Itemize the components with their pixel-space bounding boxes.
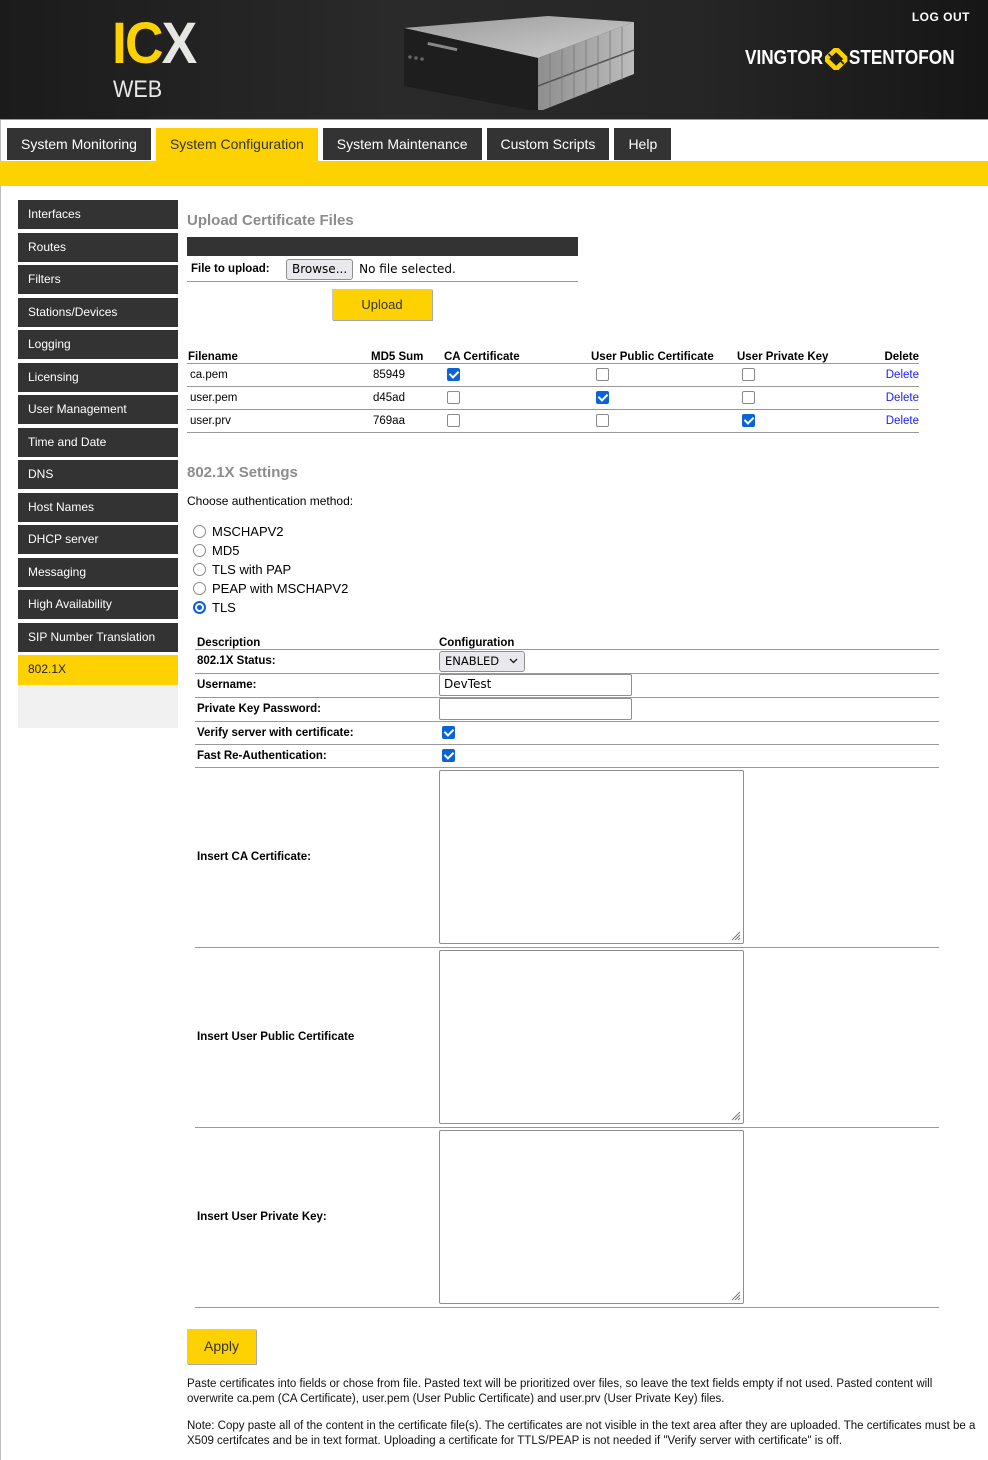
sidebar-item-licensing[interactable]: Licensing	[18, 363, 178, 392]
choose-auth-method-label: Choose authentication method:	[187, 494, 354, 508]
tab-custom-scripts[interactable]: Custom Scripts	[487, 128, 610, 160]
apply-button[interactable]: Apply	[187, 1329, 256, 1364]
table-row	[187, 386, 919, 409]
radio-peap-with-mschapv2[interactable]: PEAP with MSCHAPV2	[193, 579, 348, 598]
tab-system-configuration[interactable]: System Configuration	[156, 128, 318, 161]
insert-user-private-key-label: Insert User Private Key:	[195, 1127, 437, 1307]
username-row	[195, 673, 939, 697]
brand-diamond-icon	[825, 48, 847, 70]
ca-certificate-textarea[interactable]	[439, 770, 744, 944]
vingtor-stentofon-logo: VINGTOR STENTOFON	[745, 47, 955, 69]
icx-logo: ICX	[112, 11, 196, 76]
user-public-certificate-textarea[interactable]	[439, 950, 744, 1124]
user-private-key-textarea[interactable]	[439, 1130, 744, 1304]
upload-button[interactable]: Upload	[332, 289, 432, 320]
col-filename: Filename	[187, 347, 370, 363]
resize-grip-icon[interactable]	[731, 1111, 741, 1121]
paste-instructions-note: Paste certificates into fields or chose from file. Pasted text will be prioritized over files, so leave the text fields empty if not used. Pasted content will overwrite ca.pem (CA Certificate), user.pem (User Public Certificate) and user.prv (User Private Key) files.	[187, 1378, 933, 1405]
certificate-format-note: Note: Copy paste all of the content in the certificate file(s). The certificates are not visible in the text area after they are uploaded. The certificates must be a X509 certifcates and be in text format. Uploading a certificate for TTLS/PEAP is not needed if "Verify server with certificate" is off.	[187, 1420, 976, 1447]
status-row	[195, 649, 939, 673]
radio-mschapv2[interactable]: MSCHAPV2	[193, 522, 348, 541]
radio-md5[interactable]: MD5	[193, 541, 348, 560]
radio-button[interactable]	[193, 525, 206, 538]
fast-reauth-label: Fast Re-Authentication:	[195, 744, 437, 767]
settings-section-title: 802.1X Settings	[187, 464, 298, 481]
col-user-private-key: User Private Key	[736, 347, 882, 363]
sidebar-item-host-names[interactable]: Host Names	[18, 493, 178, 522]
sidebar	[18, 200, 178, 728]
verify-server-checkbox[interactable]	[442, 726, 455, 739]
user-public-certificate-checkbox[interactable]	[596, 368, 609, 381]
radio-button[interactable]	[193, 544, 206, 557]
col-description: Description	[195, 633, 437, 649]
resize-grip-icon[interactable]	[731, 1291, 741, 1301]
fast-reauth-checkbox[interactable]	[442, 749, 455, 762]
user-pub-cert-row	[195, 947, 939, 1127]
user-private-key-checkbox[interactable]	[742, 391, 755, 404]
username-label: Username:	[195, 673, 437, 697]
certificate-files-table	[187, 347, 919, 433]
delete-link[interactable]: Delete	[885, 368, 919, 381]
radio-button[interactable]	[193, 563, 206, 576]
sidebar-item-messaging[interactable]: Messaging	[18, 558, 178, 587]
filename-cell: ca.pem	[187, 363, 370, 386]
radio-tls[interactable]: TLS	[193, 598, 348, 617]
user-private-key-checkbox[interactable]	[742, 368, 755, 381]
table-row	[187, 363, 919, 386]
fast-reauth-row	[195, 744, 939, 767]
password-row	[195, 697, 939, 721]
verify-row	[195, 721, 939, 744]
no-file-selected-text: No file selected.	[359, 262, 456, 276]
radio-tls-with-pap[interactable]: TLS with PAP	[193, 560, 348, 579]
username-input[interactable]: DevTest	[439, 674, 632, 696]
col-delete: Delete	[882, 347, 919, 363]
upload-section-title: Upload Certificate Files	[187, 212, 354, 229]
filename-cell: user.pem	[187, 386, 370, 409]
main-tabs	[7, 128, 671, 161]
col-user-public-certificate: User Public Certificate	[590, 347, 736, 363]
delete-link[interactable]: Delete	[885, 414, 919, 427]
web-logo-text: WEB	[113, 76, 163, 103]
sidebar-item-filters[interactable]: Filters	[18, 265, 178, 294]
sidebar-filler	[18, 685, 178, 728]
sidebar-item-user-management[interactable]: User Management	[18, 395, 178, 424]
status-select[interactable]: ENABLED	[439, 651, 525, 672]
user-public-certificate-checkbox[interactable]	[596, 414, 609, 427]
sidebar-item-802-1x[interactable]: 802.1X	[18, 655, 178, 685]
upload-header-band	[187, 237, 578, 256]
resize-grip-icon[interactable]	[731, 931, 741, 941]
header-banner	[0, 0, 988, 120]
sidebar-item-routes[interactable]: Routes	[18, 233, 178, 262]
settings-config-table	[195, 633, 939, 1308]
ca-certificate-checkbox[interactable]	[447, 368, 460, 381]
user-private-key-checkbox[interactable]	[742, 414, 755, 427]
col-configuration: Configuration	[437, 633, 939, 649]
sidebar-item-dhcp-server[interactable]: DHCP server	[18, 525, 178, 554]
browse-button[interactable]: Browse...	[286, 259, 353, 280]
page-border	[0, 120, 1, 1460]
device-image-icon	[398, 14, 638, 110]
table-header-row	[187, 347, 919, 363]
radio-button-selected[interactable]	[193, 601, 206, 614]
auth-method-radio-group	[193, 522, 348, 617]
file-to-upload-label: File to upload:	[191, 263, 270, 275]
sidebar-item-stations-devices[interactable]: Stations/Devices	[18, 298, 178, 327]
chevron-down-icon	[509, 658, 518, 664]
md5-cell: 85949	[370, 363, 443, 386]
tab-help[interactable]: Help	[614, 128, 671, 160]
status-label: 802.1X Status:	[195, 649, 437, 673]
table-row	[187, 409, 919, 432]
verify-server-label: Verify server with certificate:	[195, 721, 437, 744]
upload-row	[187, 257, 578, 282]
sidebar-item-dns[interactable]: DNS	[18, 460, 178, 489]
ca-certificate-checkbox[interactable]	[447, 391, 460, 404]
insert-user-public-certificate-label: Insert User Public Certificate	[195, 947, 437, 1127]
sidebar-item-logging[interactable]: Logging	[18, 330, 178, 359]
user-prv-key-row	[195, 1127, 939, 1307]
sidebar-item-sip-number-translation[interactable]: SIP Number Translation	[18, 623, 178, 652]
sidebar-item-time-and-date[interactable]: Time and Date	[18, 428, 178, 457]
private-key-password-label: Private Key Password:	[195, 697, 437, 721]
col-ca-certificate: CA Certificate	[443, 347, 590, 363]
submenu-bar	[0, 161, 988, 186]
md5-cell: d45ad	[370, 386, 443, 409]
tab-system-maintenance[interactable]: System Maintenance	[323, 128, 482, 160]
ca-certificate-checkbox[interactable]	[447, 414, 460, 427]
private-key-password-input[interactable]	[439, 698, 632, 720]
insert-ca-certificate-label: Insert CA Certificate:	[195, 767, 437, 947]
md5-cell: 769aa	[370, 409, 443, 432]
ca-cert-row	[195, 767, 939, 947]
col-md5-sum: MD5 Sum	[370, 347, 443, 363]
filename-cell: user.prv	[187, 409, 370, 432]
sidebar-item-interfaces[interactable]: Interfaces	[18, 200, 178, 229]
sidebar-item-high-availability[interactable]: High Availability	[18, 590, 178, 619]
delete-link[interactable]: Delete	[885, 391, 919, 404]
logout-link[interactable]: LOG OUT	[911, 10, 970, 24]
user-public-certificate-checkbox[interactable]	[596, 391, 609, 404]
radio-button[interactable]	[193, 582, 206, 595]
tab-system-monitoring[interactable]: System Monitoring	[7, 128, 151, 160]
